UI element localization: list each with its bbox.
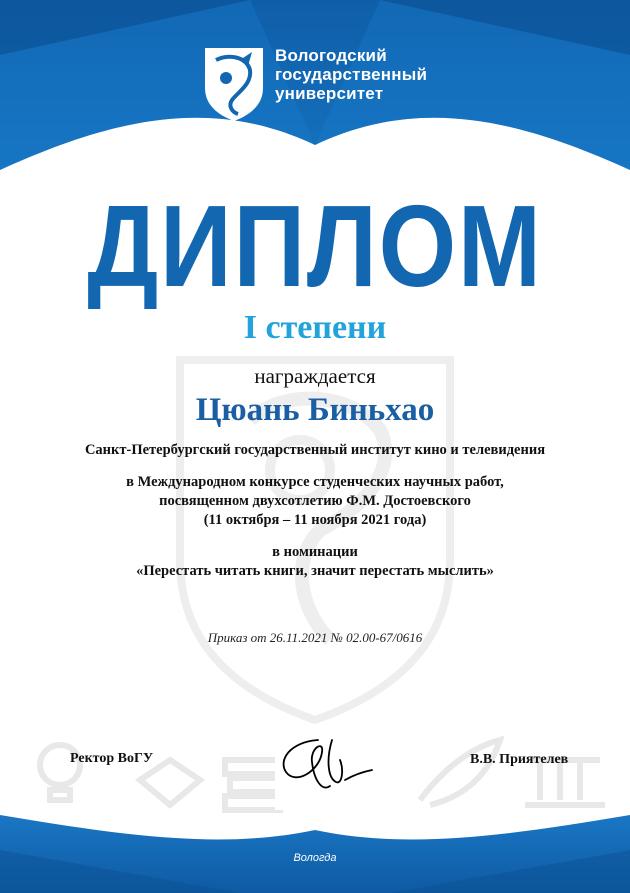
diploma-degree: I степени [243,309,387,346]
university-name-line: университет [275,84,384,103]
nomination-line: «Перестать читать книги, значит перестать мыслить» [136,563,494,579]
institution-name: Санкт-Петербургский государственный институт кино и телевидения [84,442,546,458]
nomination [0,543,630,581]
university-name-line: Вологодский [275,46,387,65]
order-reference: Приказ от 26.11.2021 № 02.00-67/0616 [207,630,423,645]
rector-title: Ректор ВоГУ [70,751,154,766]
university-name-line: государственный [275,65,428,84]
diploma-title: ДИПЛОМ [87,181,543,311]
contest-line: в Международном конкурсе студенческих научных работ, [126,474,504,490]
nomination-line: в номинации [272,544,358,560]
contest-line: (11 октября – 11 ноября 2021 года) [203,512,427,528]
contest-line: посвященном двухсотлетию Ф.М. Достоевского [159,493,471,509]
contest-description [0,473,630,530]
city-name: Вологда [293,852,337,864]
university-name [275,46,427,103]
rector-name: В.В. Приятелев [470,752,569,767]
awarded-text: награждается [254,364,376,388]
recipient-name: Цюань Биньхао [195,392,435,428]
